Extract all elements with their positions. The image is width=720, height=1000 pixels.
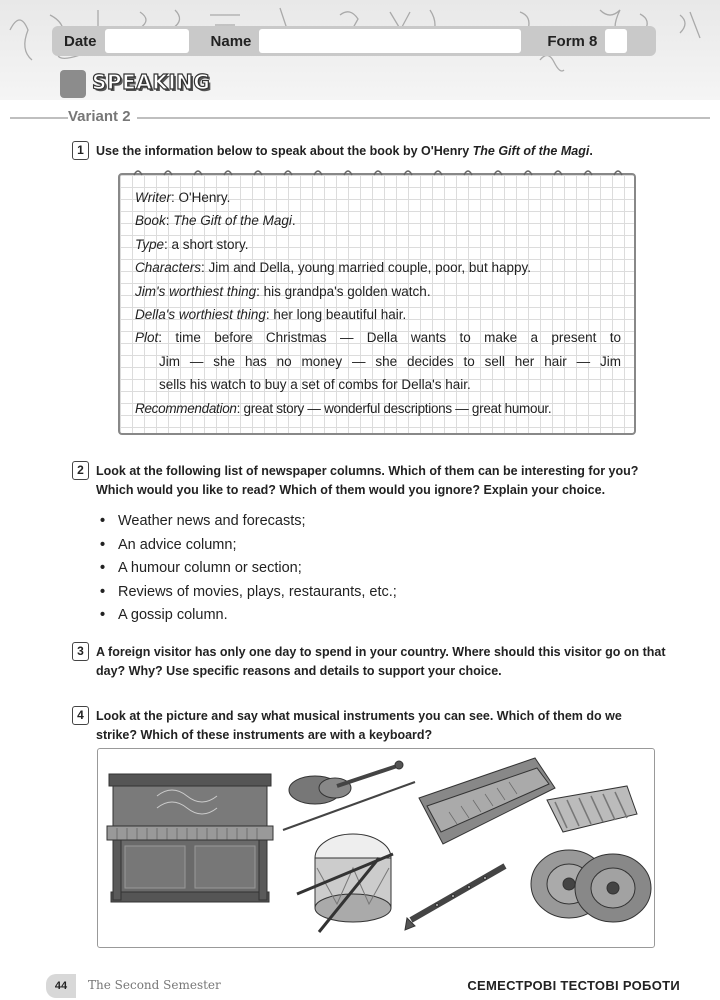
form-field[interactable] (605, 29, 627, 53)
synthesizer-icon (419, 758, 555, 844)
violin-icon (283, 761, 415, 830)
drum-icon (297, 834, 393, 932)
book-info-line: Characters: Jim and Della, young married couple, poor, but happy. (135, 260, 531, 276)
date-field[interactable] (105, 29, 189, 53)
header-bar (52, 26, 656, 56)
book-info-line: Plot: time before Christmas — Della wants to make a present to (135, 330, 621, 346)
book-info-line: Jim — she has no money — she decides to sell her hair — Jim (159, 353, 621, 369)
task-instruction: Look at the following list of newspaper columns. Which of them can be interesting for you? Which would you like to read? Which of them would you ignore? Explain your choice. (96, 464, 639, 497)
task-number: 1 (72, 141, 89, 160)
cymbals-icon (531, 850, 651, 922)
xylophone-icon (547, 786, 637, 832)
book-info-text (135, 186, 621, 420)
section-title: SPEAKING (92, 70, 211, 94)
page-number: 44 (46, 974, 76, 998)
variant-label: Variant 2 (68, 108, 137, 125)
list-item: • Reviews of movies, plays, restaurants, etc.; (100, 581, 397, 605)
section-square-icon (60, 70, 86, 98)
clarinet-icon (405, 866, 505, 930)
list-item: • An advice column; (100, 534, 397, 558)
notebook-rings (130, 165, 630, 183)
footer-book-title: СЕМЕСТРОВІ ТЕСТОВІ РОБОТИ (467, 978, 680, 993)
book-info-line: Type: a short story. (135, 236, 249, 252)
list-item: • Weather news and forecasts; (100, 510, 397, 534)
book-info-line: Della's worthiest thing: her long beautiful hair. (135, 307, 407, 323)
page-footer (40, 972, 680, 1000)
piano-icon (107, 774, 273, 902)
instruments-illustration (97, 748, 655, 948)
book-info-line: Writer: O'Henry. (135, 190, 231, 205)
book-info-line: Book: The Gift of the Magi. (135, 213, 296, 229)
name-field[interactable] (259, 29, 521, 53)
book-info-line: sells his watch to buy a set of combs for Della's hair. (159, 377, 471, 393)
task-instruction: Use the information below to speak about the book by O'Henry The Gift of the Magi. (96, 144, 593, 158)
form-label: Form 8 (547, 32, 598, 50)
date-label: Date (64, 32, 97, 50)
task-instruction: A foreign visitor has only one day to spend in your country. Where should this visitor go on that day? Why? Use specific reasons and details to support your choice. (96, 645, 666, 678)
name-label: Name (210, 32, 252, 50)
footer-semester: The Second Semester (88, 978, 221, 992)
book-info-line: Recommendation: great story — wonderful descriptions — great humour. (135, 400, 552, 416)
list-item: • A humour column or section; (100, 557, 397, 581)
list-item: • A gossip column. (100, 604, 397, 628)
task-number: 3 (72, 642, 89, 661)
task-number: 2 (72, 461, 89, 480)
task-number: 4 (72, 706, 89, 725)
book-info-line: Jim's worthiest thing: his grandpa's golden watch. (135, 283, 431, 299)
newspaper-columns-list (100, 510, 397, 628)
task-instruction: Look at the picture and say what musical instruments you can see. Which of them do we strike? Which of these instruments are with a keyboard? (96, 709, 622, 742)
